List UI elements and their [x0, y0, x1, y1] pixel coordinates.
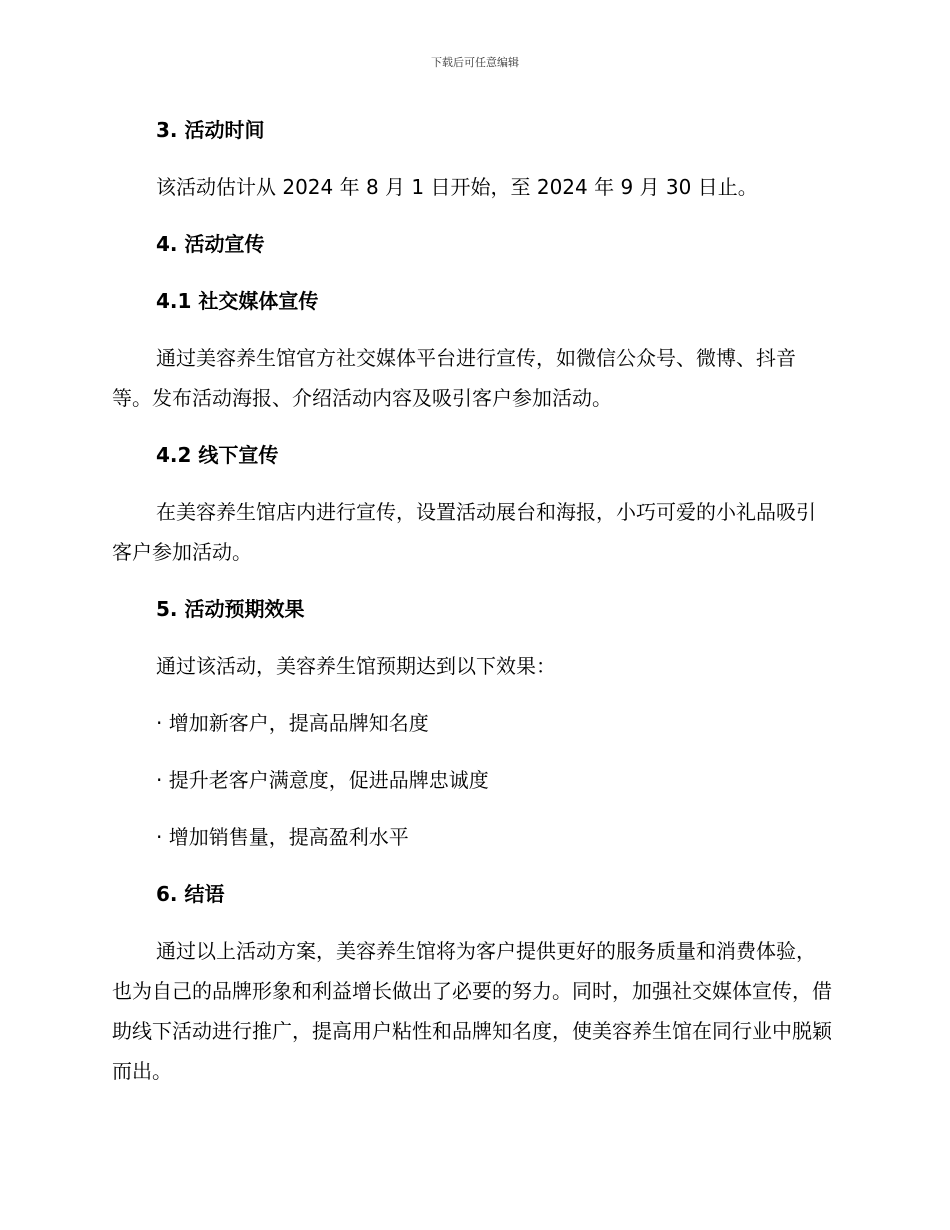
document-body [112, 110, 832, 1108]
page-header: 下载后可任意编辑 [431, 56, 519, 69]
section-heading-expected-effects: 5. 活动预期效果 [156, 597, 305, 621]
section-heading-conclusion: 6. 结语 [156, 882, 225, 906]
paragraph-offline: 在美容养生馆店内进行宣传，设置活动展台和海报，小巧可爱的小礼品吸引客户参加活动。 [112, 500, 816, 564]
subsection-heading-offline: 4.2 线下宣传 [156, 443, 279, 467]
list-item: · 增加新客户，提高品牌知名度 [156, 711, 429, 735]
paragraph-social-media: 通过美容养生馆官方社交媒体平台进行宣传，如微信公众号、微博、抖音等。发布活动海报、介绍活动内容及吸引客户参加活动。 [112, 346, 796, 410]
list-item: · 增加销售量，提高盈利水平 [156, 825, 409, 849]
subsection-heading-social-media: 4.1 社交媒体宣传 [156, 289, 319, 313]
paragraph-conclusion: 通过以上活动方案，美容养生馆将为客户提供更好的服务质量和消费体验，也为自己的品牌形象和利益增长做出了必要的努力。同时，加强社交媒体宣传，借助线下活动进行推广，提高用户粘性和品牌知名度，使美容养生馆在同行业中脱颖而出。 [112, 939, 832, 1083]
section-heading-promotion: 4. 活动宣传 [156, 232, 265, 256]
paragraph-expected-effects-intro: 通过该活动，美容养生馆预期达到以下效果： [156, 654, 556, 678]
section-heading-activity-time: 3. 活动时间 [156, 118, 265, 142]
list-item: · 提升老客户满意度，促进品牌忠诚度 [156, 768, 489, 792]
paragraph-activity-time: 该活动估计从 2024 年 8 月 1 日开始，至 2024 年 9 月 30 日止。 [156, 175, 758, 199]
